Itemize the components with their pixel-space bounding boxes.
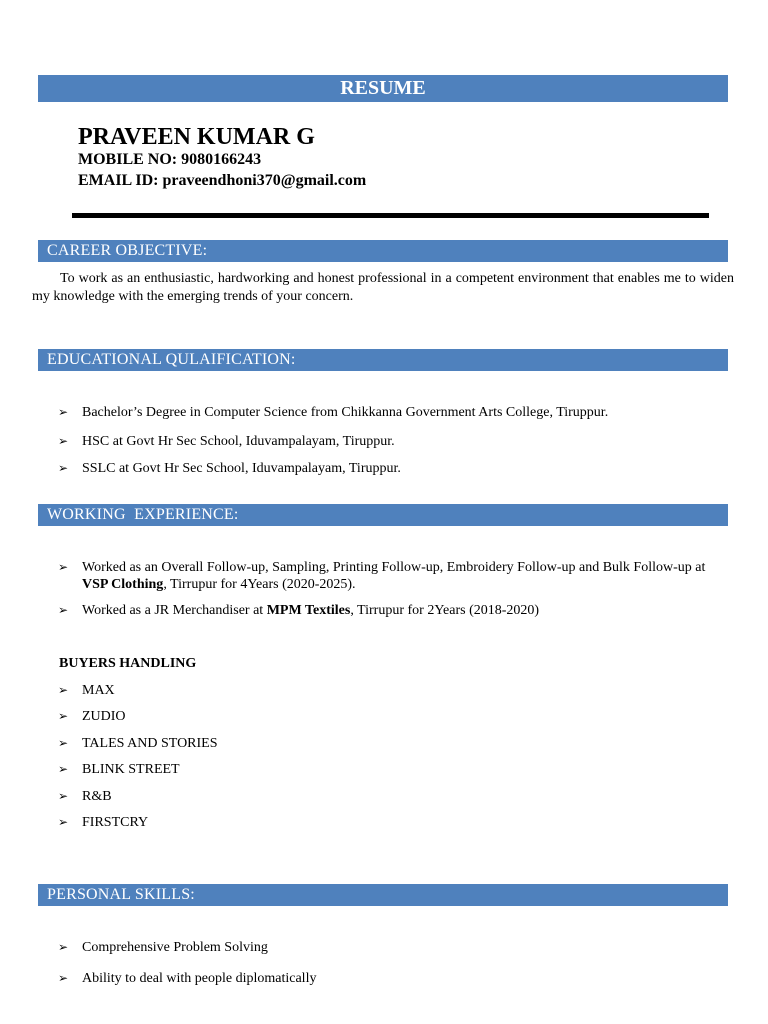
education-title: EDUCATIONAL QULAIFICATION: xyxy=(47,351,296,368)
arrowhead-bullet-icon: ➢ xyxy=(58,788,69,803)
list-item xyxy=(58,788,458,805)
education-item-text: Bachelor’s Degree in Computer Science from Chikkanna Government Arts College, Tiruppur. xyxy=(82,405,609,420)
arrowhead-bullet-icon: ➢ xyxy=(58,603,69,617)
career-objective-heading xyxy=(38,240,728,262)
resume-title: RESUME xyxy=(340,77,426,99)
work-item-text xyxy=(82,603,539,618)
mobile-number: MOBILE NO: 9080166243 xyxy=(78,151,262,168)
education-item-text: HSC at Govt Hr Sec School, Iduvampalayam, Tiruppur. xyxy=(82,434,395,449)
arrowhead-bullet-icon: ➢ xyxy=(58,709,69,724)
arrowhead-bullet-icon: ➢ xyxy=(58,971,69,985)
work-item-text xyxy=(82,560,705,592)
buyer-name: ZUDIO xyxy=(82,709,126,725)
buyers-handling-heading: BUYERS HANDLING xyxy=(59,656,197,671)
skill-text: Ability to deal with people diplomatically xyxy=(82,971,317,986)
personal-skills-heading xyxy=(38,884,728,906)
work-experience-heading xyxy=(38,504,728,526)
list-item xyxy=(58,970,728,987)
arrowhead-bullet-icon: ➢ xyxy=(58,405,69,419)
arrowhead-bullet-icon: ➢ xyxy=(58,940,69,954)
arrowhead-bullet-icon: ➢ xyxy=(58,560,69,574)
list-item xyxy=(58,761,458,778)
list-item xyxy=(58,708,458,725)
buyer-name: BLINK STREET xyxy=(82,762,180,778)
arrowhead-bullet-icon: ➢ xyxy=(58,434,69,448)
buyers-list xyxy=(58,682,458,840)
work-experience-title: WORKING EXPERIENCE: xyxy=(47,506,239,523)
resume-banner xyxy=(38,75,728,102)
arrowhead-bullet-icon: ➢ xyxy=(58,683,69,697)
education-heading xyxy=(38,349,728,371)
list-item xyxy=(58,559,726,593)
arrowhead-bullet-icon: ➢ xyxy=(58,461,69,475)
arrowhead-bullet-icon: ➢ xyxy=(58,735,69,750)
buyer-name: MAX xyxy=(82,683,115,698)
list-item xyxy=(58,460,728,477)
work-item-tail: , Tirrupur for 2Years (2018-2020) xyxy=(350,603,540,618)
list-item xyxy=(58,602,726,619)
education-item-text: SSLC at Govt Hr Sec School, Iduvampalayam, Tiruppur. xyxy=(82,461,401,476)
list-item xyxy=(58,939,728,956)
career-objective-text: To work as an enthusiastic, hardworking and honest professional in a competent environment that enables me to widen my knowledge with the emerging trends of your concern. xyxy=(32,271,734,304)
list-item xyxy=(58,404,728,421)
company-name: VSP Clothing xyxy=(82,577,164,592)
arrowhead-bullet-icon: ➢ xyxy=(58,814,69,829)
buyer-name: R&B xyxy=(82,788,112,804)
personal-skills-list xyxy=(58,939,728,1001)
list-item xyxy=(58,814,458,831)
work-item-lead: Worked as an Overall Follow-up, Sampling, Printing Follow-up, Embroidery Follow-up and Bulk Follow-up at xyxy=(82,560,706,575)
list-item xyxy=(58,735,458,752)
list-item xyxy=(58,433,728,450)
education-list xyxy=(58,404,728,489)
header-divider xyxy=(72,213,709,218)
buyer-name: TALES AND STORIES xyxy=(82,735,218,751)
skill-text: Comprehensive Problem Solving xyxy=(82,940,268,955)
email-address: EMAIL ID: praveendhoni370@gmail.com xyxy=(78,172,367,189)
arrowhead-bullet-icon: ➢ xyxy=(58,762,69,777)
list-item xyxy=(58,682,458,699)
work-item-lead: Worked as a JR Merchandiser at xyxy=(82,603,267,618)
personal-skills-title: PERSONAL SKILLS: xyxy=(47,886,195,903)
work-experience-list xyxy=(58,559,726,628)
candidate-name: PRAVEEN KUMAR G xyxy=(78,124,315,150)
work-item-tail: , Tirrupur for 4Years (2020-2025). xyxy=(163,577,356,592)
company-name: MPM Textiles xyxy=(266,603,351,618)
buyer-name: FIRSTCRY xyxy=(82,814,149,830)
career-objective-title: CAREER OBJECTIVE: xyxy=(47,242,208,259)
